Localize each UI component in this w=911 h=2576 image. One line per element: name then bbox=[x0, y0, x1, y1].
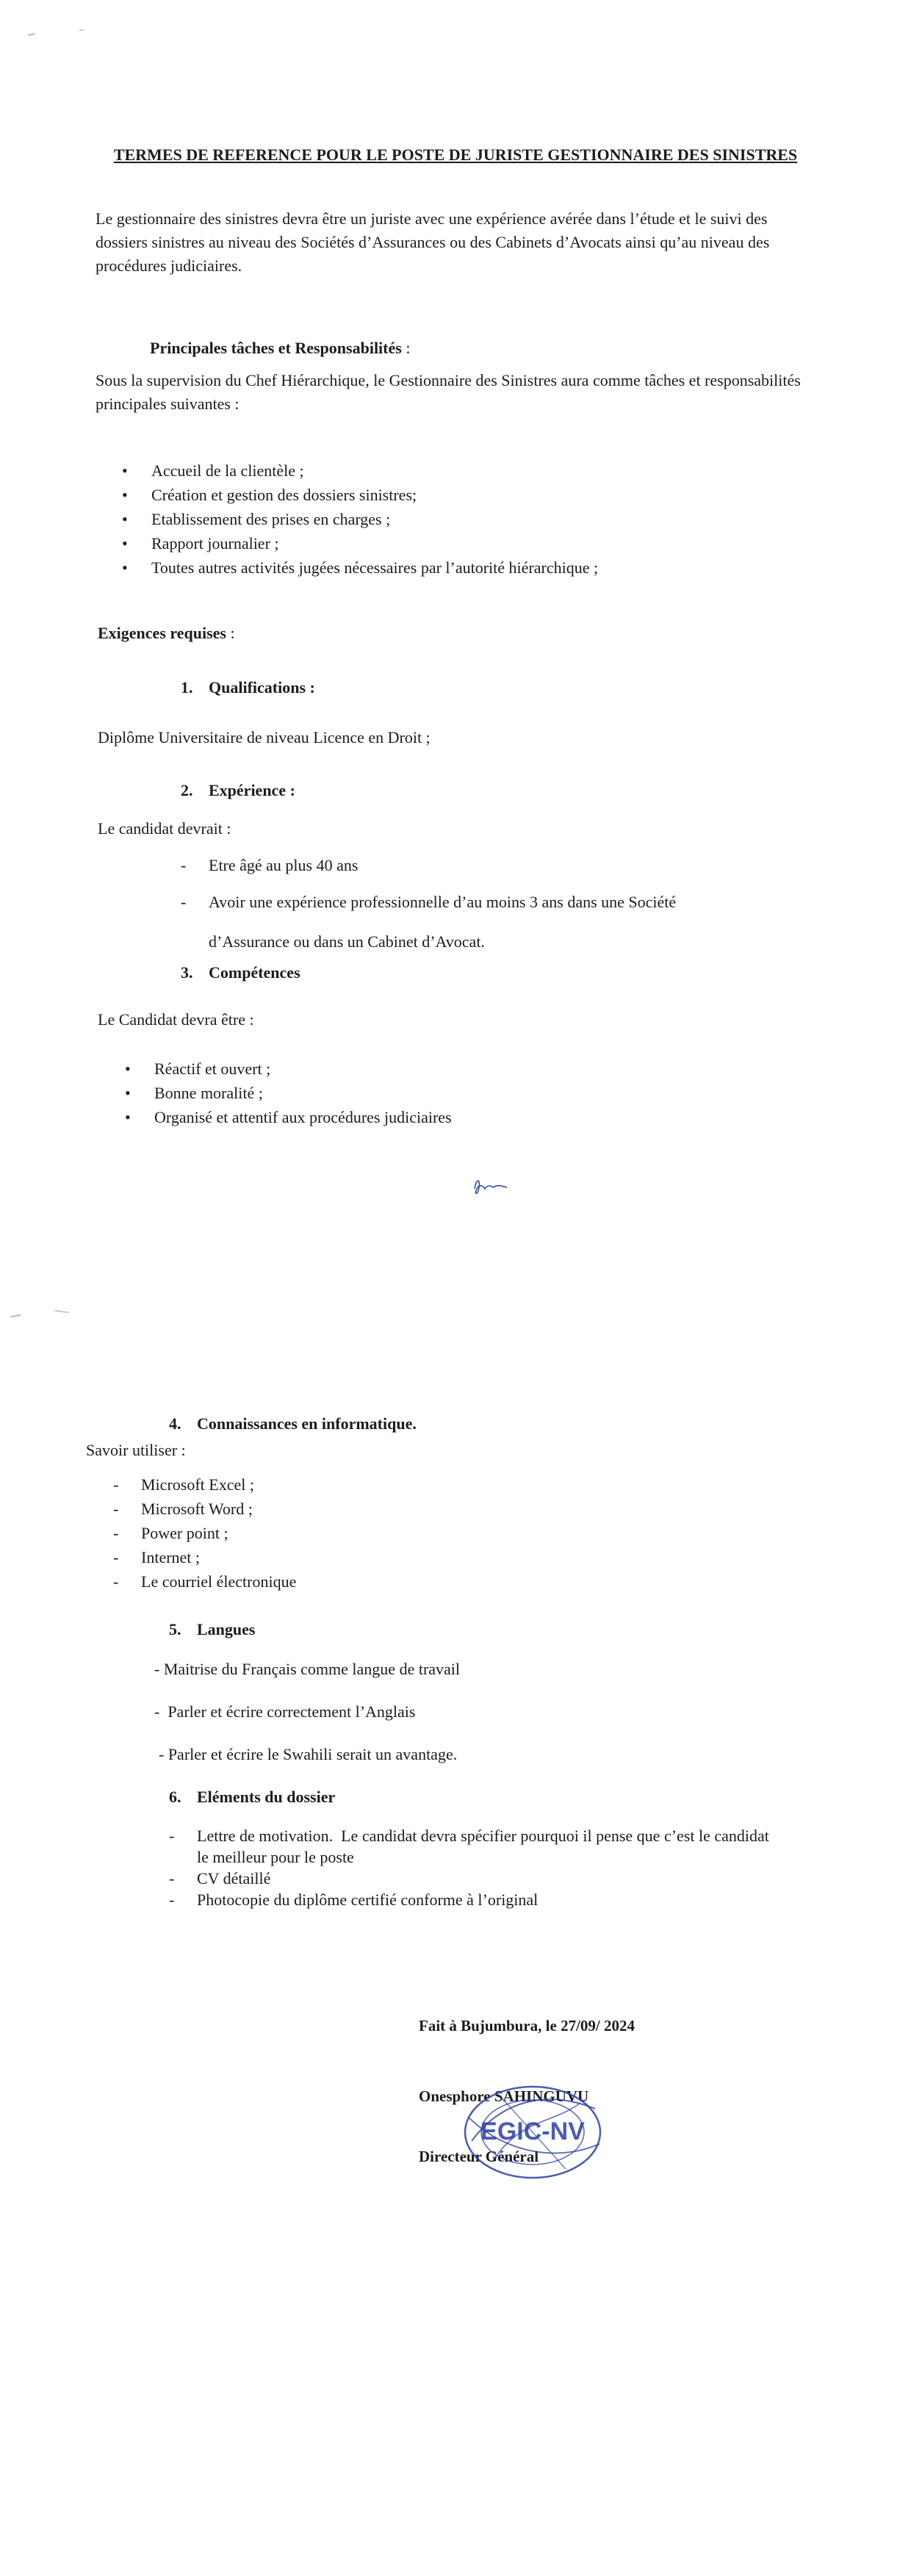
list-item: - Avoir une expérience professionnelle d’au moins 3 ans dans une Société bbox=[209, 891, 676, 927]
initials-mark bbox=[470, 1173, 517, 1199]
list-item: • Organisé et attentif aux procédures judiciaires bbox=[154, 1105, 452, 1129]
experience-list bbox=[209, 854, 676, 927]
langues-item: - Maitrise du Français comme langue de travail bbox=[154, 1660, 461, 1678]
section-number: 5. bbox=[169, 1620, 181, 1638]
tasks-heading-text: Principales tâches et Responsabilités bbox=[150, 339, 402, 357]
section-competences-heading bbox=[181, 961, 300, 985]
requirements-heading-text: Exigences requises bbox=[98, 624, 226, 642]
section-number: 3. bbox=[181, 963, 193, 982]
list-item: - Microsoft Excel ; bbox=[141, 1472, 296, 1497]
tasks-list bbox=[151, 458, 598, 580]
section-number: 2. bbox=[181, 781, 193, 799]
section-title: Langues bbox=[197, 1620, 256, 1638]
section-informatique-heading bbox=[169, 1412, 417, 1436]
langues-item: - Parler et écrire correctement l’Anglais bbox=[154, 1702, 416, 1721]
informatique-list bbox=[141, 1472, 296, 1594]
list-item: • Accueil de la clientèle ; bbox=[151, 458, 598, 483]
section-title: Expérience : bbox=[209, 781, 295, 799]
langues-item: - Parler et écrire le Swahili serait un avantage. bbox=[159, 1745, 458, 1763]
list-item: - Internet ; bbox=[141, 1545, 296, 1569]
scan-speck bbox=[28, 33, 35, 36]
section-number: 4. bbox=[169, 1414, 181, 1433]
company-stamp bbox=[455, 2073, 610, 2191]
tasks-intro: Sous la supervision du Chef Hiérarchique, le Gestionnaire des Sinistres aura comme tâches et responsabilités principales suivantes : bbox=[96, 371, 801, 413]
place-date: Fait à Bujumbura, le 27/09/ 2024 bbox=[419, 2017, 635, 2034]
section-number: 6. bbox=[169, 1788, 181, 1806]
section-qualifications-heading bbox=[181, 676, 315, 699]
list-item: - CV détaillé bbox=[197, 1868, 785, 1889]
competences-list bbox=[154, 1057, 452, 1129]
section-title: Compétences bbox=[209, 963, 300, 982]
experience-continuation: d’Assurance ou dans un Cabinet d’Avocat. bbox=[209, 932, 485, 951]
list-item: - Photocopie du diplôme certifié conforme à l’original bbox=[197, 1889, 785, 1910]
dossier-list bbox=[197, 1825, 785, 1910]
section-title: Connaissances en informatique. bbox=[197, 1414, 417, 1433]
page-title: TERMES DE REFERENCE POUR LE POSTE DE JURISTE GESTIONNAIRE DES SINISTRES bbox=[113, 145, 798, 164]
intro-paragraph: Le gestionnaire des sinistres devra être un juriste avec une expérience avérée dans l’étude et le suivi des dossiers sinistres au niveau des Sociétés d’Assurances ou des Cabinets d’Avocats ainsi qu’au niveau des procédures judiciaires. bbox=[96, 209, 770, 275]
section-experience-heading bbox=[181, 779, 295, 802]
list-item: - Le courriel électronique bbox=[141, 1569, 296, 1594]
section-dossier-heading bbox=[169, 1785, 335, 1809]
signatory-name: Onesphore SAHINGUVU bbox=[419, 2087, 589, 2105]
list-item: • Toutes autres activités jugées nécessaires par l’autorité hiérarchique ; bbox=[151, 555, 598, 580]
list-item: • Création et gestion des dossiers sinistres; bbox=[151, 483, 598, 507]
requirements-heading-suffix: : bbox=[226, 624, 235, 642]
list-item: - Power point ; bbox=[141, 1521, 296, 1545]
list-item: • Etablissement des prises en charges ; bbox=[151, 507, 598, 531]
list-item: • Rapport journalier ; bbox=[151, 531, 598, 555]
signatory-role: Directeur Général bbox=[419, 2148, 539, 2165]
tasks-heading-suffix: : bbox=[401, 339, 411, 357]
stamp-text: EGIC-NV bbox=[480, 2118, 585, 2145]
list-item: - Etre âgé au plus 40 ans bbox=[209, 854, 676, 891]
list-item: - Microsoft Word ; bbox=[141, 1497, 296, 1521]
scan-speck bbox=[10, 1314, 21, 1317]
section-title: Qualifications : bbox=[209, 678, 315, 697]
list-item: • Bonne moralité ; bbox=[154, 1081, 452, 1105]
informatique-intro: Savoir utiliser : bbox=[86, 1441, 186, 1459]
experience-intro: Le candidat devrait : bbox=[98, 819, 231, 838]
section-number: 1. bbox=[181, 678, 193, 697]
section-langues-heading bbox=[169, 1618, 255, 1641]
competences-intro: Le Candidat devra être : bbox=[98, 1010, 254, 1029]
section-title: Eléments du dossier bbox=[197, 1788, 336, 1806]
scan-speck bbox=[79, 29, 84, 31]
scan-speck bbox=[54, 1310, 69, 1314]
tasks-heading bbox=[150, 337, 410, 360]
qualifications-text: Diplôme Universitaire de niveau Licence en Droit ; bbox=[98, 728, 431, 746]
list-item: • Réactif et ouvert ; bbox=[154, 1057, 452, 1081]
list-item: - Lettre de motivation. Le candidat devra spécifier pourquoi il pense que c’est le candidat le meilleur pour le poste bbox=[197, 1825, 785, 1868]
requirements-heading bbox=[98, 622, 235, 645]
